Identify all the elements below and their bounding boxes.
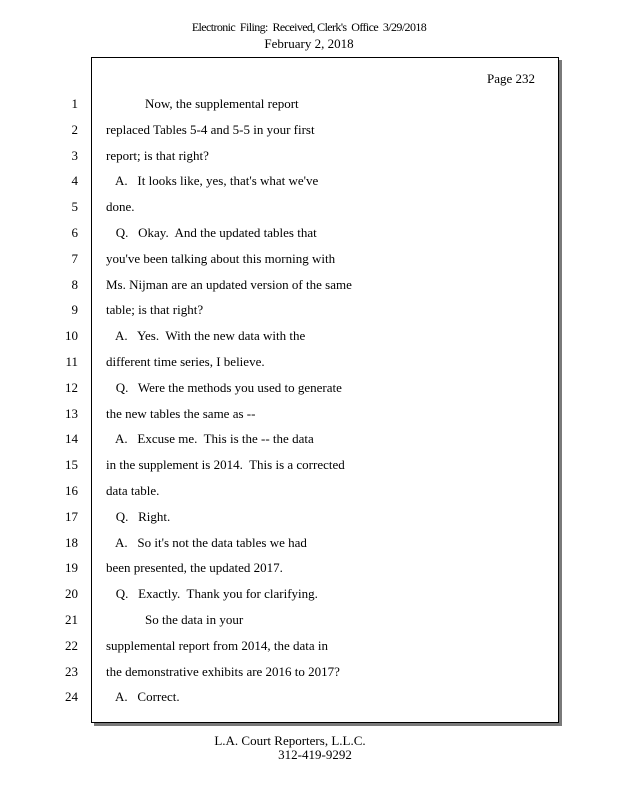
page-number: Page 232: [487, 71, 536, 86]
line-number: 20: [65, 586, 78, 601]
header-date: February 2, 2018: [264, 36, 354, 51]
line-number: 24: [65, 689, 78, 704]
line-text: the new tables the same as --: [106, 406, 256, 421]
line-number: 15: [65, 457, 78, 472]
line-number: 2: [71, 122, 78, 137]
line-text: A. So it's not the data tables we had: [106, 535, 307, 550]
line-number: 13: [65, 406, 78, 421]
line-text: replaced Tables 5-4 and 5-5 in your first: [106, 122, 315, 137]
line-text: A. Yes. With the new data with the: [106, 328, 306, 343]
line-number: 9: [71, 302, 78, 317]
line-text: you've been talking about this morning with: [106, 251, 336, 266]
line-text: Q. Were the methods you used to generate: [106, 380, 342, 395]
line-text: report; is that right?: [106, 148, 209, 163]
line-number: 4: [71, 173, 78, 188]
line-number: 17: [65, 509, 78, 524]
line-text: the demonstrative exhibits are 2016 to 2017?: [106, 664, 340, 679]
line-text: Q. Exactly. Thank you for clarifying.: [106, 586, 318, 601]
filing-stamp: Electronic Filing: Received, Clerk's Office 3/29/2018: [191, 20, 427, 34]
footer-phone: 312-419-9292: [278, 747, 352, 762]
line-text: data table.: [106, 483, 160, 498]
line-number: 11: [65, 354, 78, 369]
line-number: 8: [71, 277, 78, 292]
line-number: 1: [71, 96, 78, 111]
line-number: 12: [65, 380, 78, 395]
line-text: A. It looks like, yes, that's what we've: [106, 173, 319, 188]
line-number: 23: [65, 664, 78, 679]
line-text: A. Correct.: [106, 689, 180, 704]
line-number: 6: [71, 225, 78, 240]
line-number: 21: [65, 612, 78, 627]
line-number: 14: [65, 431, 78, 446]
line-number: 18: [65, 535, 78, 550]
footer-reporter: L.A. Court Reporters, L.L.C.: [214, 733, 366, 748]
line-text: supplemental report from 2014, the data in: [106, 638, 329, 653]
line-text: done.: [106, 199, 135, 214]
line-text: different time series, I believe.: [106, 354, 265, 369]
line-text: Q. Okay. And the updated tables that: [106, 225, 317, 240]
line-number: 16: [65, 483, 78, 498]
line-text: Q. Right.: [106, 509, 171, 524]
line-text: Ms. Nijman are an updated version of the same: [106, 277, 352, 292]
line-number: 3: [71, 148, 78, 163]
line-text: table; is that right?: [106, 302, 204, 317]
line-text: Now, the supplemental report: [106, 96, 299, 111]
line-number: 7: [71, 251, 78, 266]
line-number: 19: [65, 560, 78, 575]
line-number: 10: [65, 328, 78, 343]
line-text: in the supplement is 2014. This is a corrected: [106, 457, 345, 472]
line-text: So the data in your: [106, 612, 244, 627]
line-text: A. Excuse me. This is the -- the data: [106, 431, 314, 446]
line-number: 5: [71, 199, 78, 214]
line-number: 22: [65, 638, 78, 653]
line-text: been presented, the updated 2017.: [106, 560, 283, 575]
